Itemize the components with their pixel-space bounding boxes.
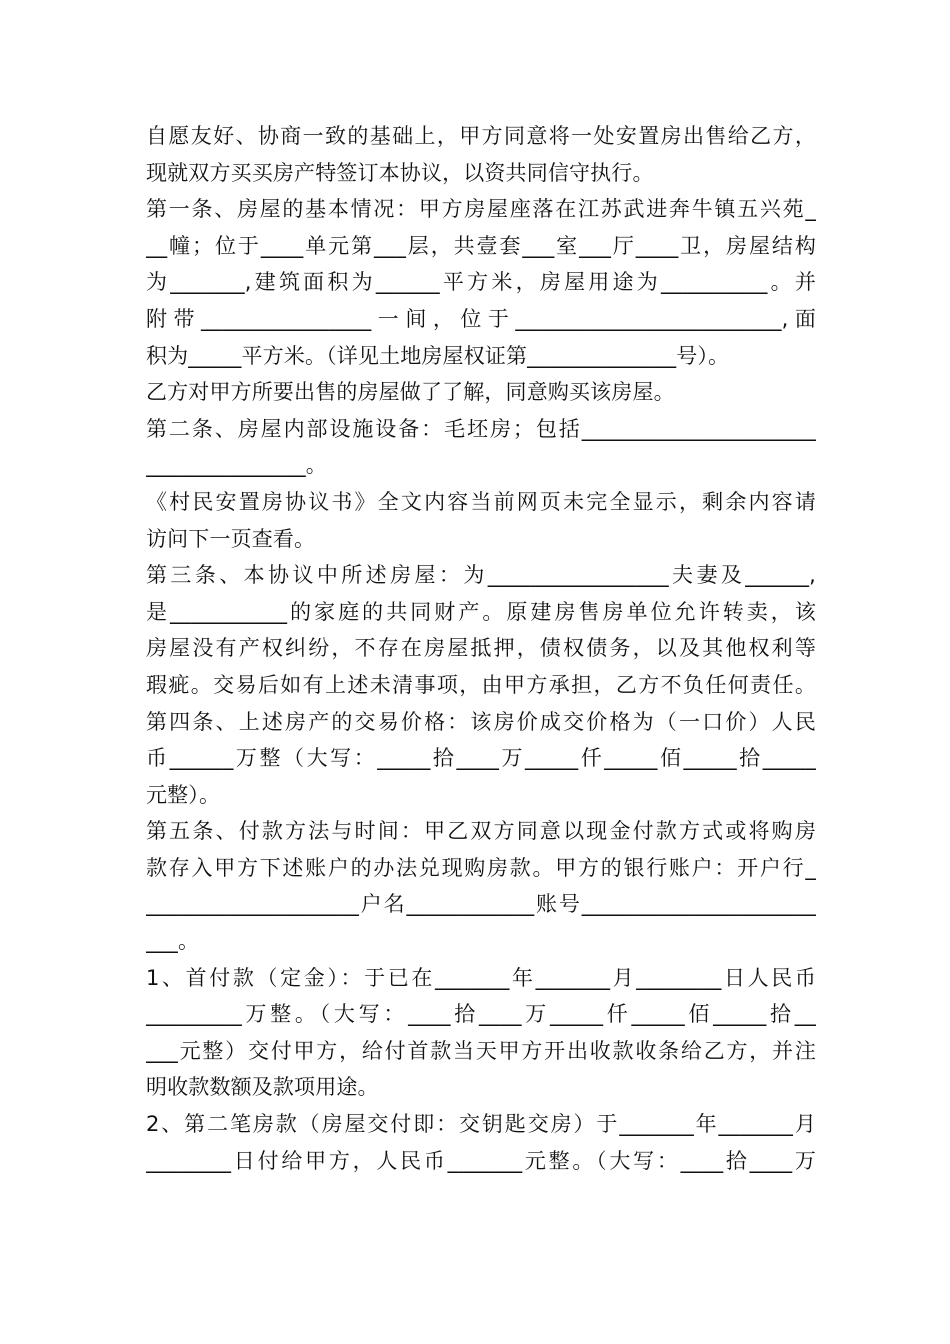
document-line: ___元整）交付甲方，给付首款当天甲方开出收款收条给乙方，并注 bbox=[146, 1038, 816, 1063]
document-line: 为_______,建筑面积为______平方米，房屋用途为__________。并 bbox=[146, 270, 816, 295]
document-line: _________万整。（大写：____拾____万_____仟_____佰_____拾__ bbox=[146, 1002, 816, 1027]
document-line: __幢；位于____单元第___层，共壹套___室___厅____卫，房屋结构 bbox=[146, 233, 816, 258]
document-line: 房屋没有产权纠纷，不存在房屋抵押，债权债务，以及其他权利等 bbox=[146, 636, 816, 661]
document-line: 现就双方买买房产特签订本协议，以资共同信守执行。 bbox=[146, 160, 654, 185]
document-line: _______________。 bbox=[146, 453, 327, 478]
document-line: 第三条、本协议中所述房屋：为_________________夫妻及______, bbox=[146, 563, 816, 588]
document-line: 元整）。 bbox=[146, 782, 221, 807]
document-line: 瑕疵。交易后如有上述未清事项，由甲方承担，乙方不负任何责任。 bbox=[146, 672, 816, 697]
document-line: 附带________________一间，位于_________________________,面 bbox=[146, 306, 816, 331]
document-line: 明收款数额及款项用途。 bbox=[146, 1075, 379, 1100]
document-line: 积为_____平方米。（详见土地房屋权证第______________号）。 bbox=[146, 343, 730, 368]
document-line: 乙方对甲方所要出售的房屋做了了解，同意购买该房屋。 bbox=[146, 380, 675, 405]
document-line: 款存入甲方下述账户的办法兑现购房款。甲方的银行账户：开户行_ bbox=[146, 855, 816, 880]
document-line: 币______万整（大写：_____拾____万_____仟_____佰_____拾_____ bbox=[146, 746, 816, 771]
document-line: ________日付给甲方，人民币_______元整。（大写：____拾____万 bbox=[146, 1148, 816, 1173]
document-line: 第四条、上述房产的交易价格：该房价成交价格为（一口价）人民 bbox=[146, 709, 816, 734]
document-line: 2、第二笔房款（房屋交付即：交钥匙交房）于_______年_______月 bbox=[146, 1112, 816, 1137]
document-body bbox=[146, 118, 816, 1179]
document-line: ___。 bbox=[146, 929, 200, 954]
document-line: ____________________户名____________账号______________________ bbox=[146, 892, 816, 917]
document-line: 第五条、付款方法与时间：甲乙双方同意以现金付款方式或将购房 bbox=[146, 819, 816, 844]
document-line: 《村民安置房协议书》全文内容当前网页未完全显示，剩余内容请 bbox=[146, 489, 816, 514]
document-line: 自愿友好、协商一致的基础上，甲方同意将一处安置房出售给乙方， bbox=[146, 124, 816, 148]
document-line: 第二条、房屋内部设施设备：毛坯房；包括______________________ bbox=[146, 416, 816, 441]
document-line: 是___________的家庭的共同财产。原建房售房单位允许转卖，该 bbox=[146, 599, 816, 624]
document-line: 访问下一页查看。 bbox=[146, 526, 316, 551]
document-line: 1、首付款（定金）：于已在_______年_______月________日人民币 bbox=[146, 965, 816, 990]
document-line: 第一条、房屋的基本情况：甲方房屋座落在江苏武进奔牛镇五兴苑_ bbox=[146, 197, 816, 222]
